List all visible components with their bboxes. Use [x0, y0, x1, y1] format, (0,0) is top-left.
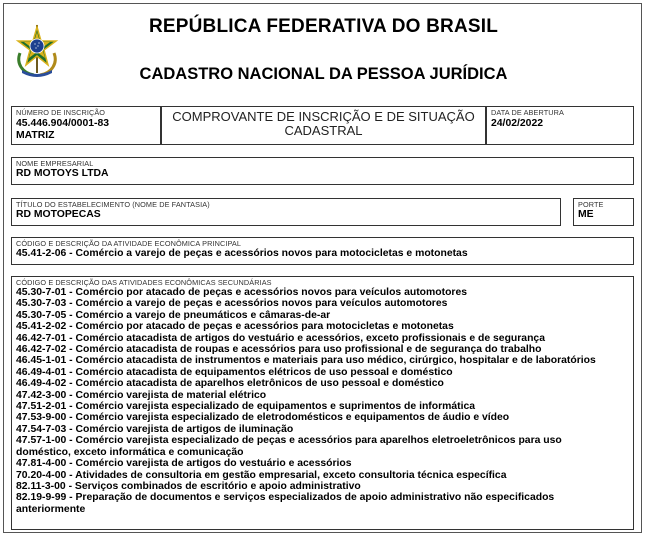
nome-empresarial-value: RD MOTOYS LTDA	[16, 168, 109, 179]
nome-empresarial-box	[11, 157, 634, 185]
atividade-line: 47.51-2-01 - Comércio varejista especializado de equipamentos e suprimentos de informática	[16, 401, 476, 413]
atividade-line: 45.30-7-01 - Comércio por atacado de peças e acessórios novos para veículos automotores	[16, 287, 468, 298]
atividade-line: 47.42-3-00 - Comércio varejista de material elétrico	[16, 389, 267, 401]
atividade-line: anteriormente	[16, 503, 86, 515]
atividade-line: 47.57-1-00 - Comércio varejista especializado de peças e acessórios para aparelhos eletroeletrônicos para uso	[16, 435, 562, 447]
atividade-principal-box	[11, 237, 634, 265]
fantasia-label: TÍTULO DO ESTABELECIMENTO (NOME DE FANTASIA)	[16, 200, 210, 209]
atividade-principal-value: 45.41-2-06 - Comércio a varejo de peças e acessórios novos para motocicletas e motonetas	[16, 248, 468, 259]
comprovante-title	[162, 110, 485, 138]
atividade-line: 82.11-3-00 - Serviços combinados de escritório e apoio administrativo	[16, 480, 361, 492]
atividade-line: 45.41-2-02 - Comércio por atacado de peças e acessórios para motocicletas e motonetas	[16, 321, 454, 333]
abertura-label: DATA DE ABERTURA	[491, 108, 564, 117]
comprovante-line-2: CADASTRAL	[284, 123, 363, 138]
atividade-line: 70.20-4-00 - Atividades de consultoria em gestão empresarial, exceto consultoria técnica específica	[16, 469, 507, 481]
atividade-line: doméstico, exceto informática e comunicação	[16, 446, 244, 458]
comprovante-box	[161, 106, 486, 145]
atividades-secundarias-list	[16, 287, 629, 515]
nome-empresarial-label: NOME EMPRESARIAL	[16, 159, 94, 168]
inscricao-box	[11, 106, 161, 145]
atividade-line: 46.49-4-01 - Comércio atacadista de equipamentos elétricos de uso pessoal e doméstico	[16, 366, 453, 378]
atividade-line: 47.53-9-00 - Comércio varejista especializado de eletrodomésticos e equipamentos de áudio e vídeo	[16, 412, 510, 424]
abertura-data: 24/02/2022	[491, 118, 544, 129]
atividade-principal-label: CÓDIGO E DESCRIÇÃO DA ATIVIDADE ECONÔMICA PRINCIPAL	[16, 239, 241, 248]
inscricao-label: NÚMERO DE INSCRIÇÃO	[16, 108, 106, 117]
fantasia-value: RD MOTOPECAS	[16, 209, 101, 220]
atividade-line: 82.19-9-99 - Preparação de documentos e serviços especializados de apoio administrativo não especificados	[16, 492, 555, 504]
atividade-line: 47.81-4-00 - Comércio varejista de artigos do vestuário e acessórios	[16, 458, 352, 470]
atividade-line: 46.42-7-01 - Comércio atacadista de artigos do vestuário e acessórios, exceto profissionais e de segurança	[16, 332, 545, 344]
fantasia-box	[11, 198, 561, 226]
inscricao-tipo: MATRIZ	[16, 130, 55, 141]
atividade-line: 45.30-7-03 - Comércio a varejo de peças e acessórios novos para veículos automotores	[16, 298, 448, 310]
atividade-line: 46.42-7-02 - Comércio atacadista de roupas e acessórios para uso profissional e de segurança do trabalho	[16, 344, 542, 356]
atividade-line: 45.30-7-05 - Comércio a varejo de pneumáticos e câmaras-de-ar	[16, 309, 331, 321]
atividade-line: 46.45-1-01 - Comércio atacadista de instrumentos e materiais para uso médico, cirúrgico, hospitalar e de laboratórios	[16, 355, 596, 367]
comprovante-line-1: COMPROVANTE DE INSCRIÇÃO E DE SITUAÇÃO	[172, 109, 475, 124]
cadastro-title: CADASTRO NACIONAL DA PESSOA JURÍDICA	[139, 65, 508, 83]
atividade-line: 47.54-7-03 - Comércio varejista de artigos de iluminação	[16, 423, 294, 435]
porte-label: PORTE	[578, 200, 604, 209]
porte-value: ME	[578, 209, 594, 220]
atividades-secundarias-label: CÓDIGO E DESCRIÇÃO DAS ATIVIDADES ECONÔMICAS SECUNDÁRIAS	[16, 278, 272, 287]
abertura-box	[486, 106, 634, 145]
atividades-secundarias-box	[11, 276, 634, 530]
atividade-line: 46.49-4-02 - Comércio atacadista de aparelhos eletrônicos de uso pessoal e doméstico	[16, 378, 444, 390]
porte-box	[573, 198, 634, 226]
inscricao-numero: 45.446.904/0001-83	[16, 118, 110, 129]
republica-title: REPÚBLICA FEDERATIVA DO BRASIL	[148, 16, 499, 37]
